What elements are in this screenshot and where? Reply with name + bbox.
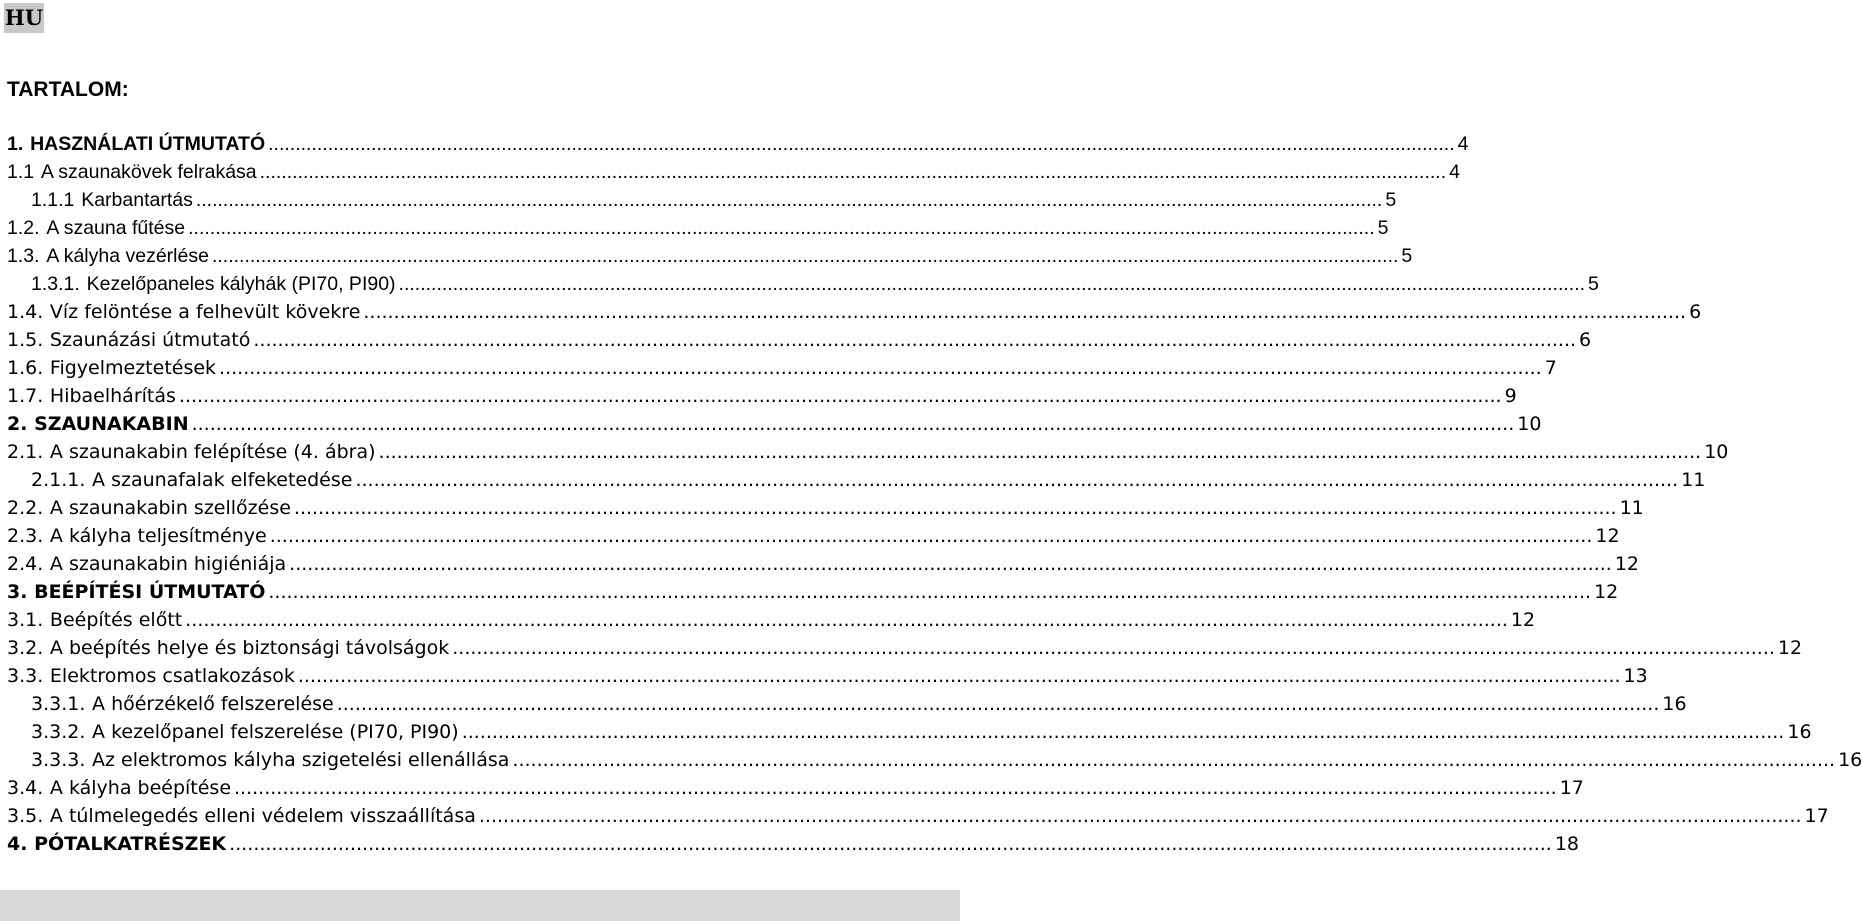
toc-entry-title: BEÉPÍTÉSI ÚTMUTATÓ	[34, 581, 266, 603]
toc-entry-title: A szaunakabin higiéniája	[49, 553, 287, 575]
toc-entry-page: 5	[1588, 273, 1599, 295]
toc-dot-leader: ...........................................................................................................................................................................................................................	[478, 805, 1802, 827]
toc-entry-title: Hibaelhárítás	[49, 385, 176, 407]
toc-entry-number: 1.7.	[7, 385, 44, 407]
toc-entry[interactable]	[7, 410, 1542, 438]
toc-entry[interactable]	[7, 382, 1517, 410]
toc-entry-number: 3.2.	[7, 637, 44, 659]
toc-entry-title: A beépítés helye és biztonsági távolságok	[49, 637, 450, 659]
toc-entry-page: 17	[1559, 777, 1584, 799]
toc-entry-number: 1.6.	[7, 357, 44, 379]
toc-entry[interactable]	[7, 662, 1648, 690]
toc-entry[interactable]	[7, 746, 1862, 774]
toc-entry[interactable]	[7, 634, 1803, 662]
toc-entry[interactable]	[7, 130, 1469, 158]
toc-entry[interactable]	[7, 438, 1729, 466]
toc-entry[interactable]	[7, 606, 1536, 634]
toc-dot-leader: ...........................................................................................................................................................................................................................	[452, 637, 1775, 659]
toc-entry-page: 16	[1787, 721, 1812, 743]
toc-entry-title: A szaunakabin felépítése (4. ábra)	[49, 441, 376, 463]
toc-entry-title: Szaunázási útmutató	[49, 329, 251, 351]
toc-dot-leader: ...........................................................................................................................................................................................................................	[185, 609, 1508, 631]
toc-entry-number: 3.1.	[7, 609, 44, 631]
toc-entry[interactable]	[7, 186, 1397, 214]
toc-entry-number: 1.1.1	[31, 189, 75, 211]
toc-entry[interactable]	[7, 550, 1640, 578]
toc-entry-title: HASZNÁLATI ÚTMUTATÓ	[30, 133, 266, 155]
toc-entry-number: 3.3.1.	[31, 693, 86, 715]
toc-entry-page: 18	[1554, 833, 1580, 855]
toc-dot-leader: ...........................................................................................................................................................................................................................	[188, 217, 1375, 239]
toc-entry[interactable]	[7, 830, 1580, 858]
toc-entry-page: 12	[1777, 637, 1803, 659]
toc-entry-title: A kezelőpanel felszerelése (PI70, PI90)	[92, 721, 459, 743]
toc-dot-leader: ...........................................................................................................................................................................................................................	[355, 469, 1679, 491]
toc-entry-title: A szaunakövek felrakása	[40, 161, 257, 183]
toc-entry-page: 9	[1504, 385, 1517, 407]
toc-entry-number: 2.	[7, 413, 28, 435]
toc-entry-number: 2.2.	[7, 497, 44, 519]
toc-entry-page: 10	[1704, 441, 1729, 463]
toc-entry-number: 3.4.	[7, 777, 44, 799]
toc-dot-leader: ...........................................................................................................................................................................................................................	[297, 665, 1621, 687]
toc-entry-page: 12	[1595, 525, 1620, 547]
toc-entry-page: 4	[1449, 161, 1460, 183]
toc-dot-leader: ...........................................................................................................................................................................................................................	[398, 273, 1586, 295]
toc-dot-leader: ...........................................................................................................................................................................................................................	[512, 749, 1836, 771]
toc-entry-number: 2.3.	[7, 525, 44, 547]
toc-entry-number: 3.3.	[7, 665, 44, 687]
toc-dot-leader: ...........................................................................................................................................................................................................................	[259, 161, 1447, 183]
toc-entry-page: 13	[1623, 665, 1648, 687]
toc-entry-title: Az elektromos kályha szigetelési ellenállása	[92, 749, 510, 771]
toc-dot-leader: ...........................................................................................................................................................................................................................	[178, 385, 1502, 407]
toc-entry-page: 12	[1594, 581, 1619, 603]
toc-entry-title: A kályha vezérlése	[46, 245, 209, 267]
toc-entry-number: 2.4.	[7, 553, 44, 575]
toc-dot-leader: ...........................................................................................................................................................................................................................	[195, 189, 1383, 211]
toc-entry-title: A kályha teljesítménye	[49, 525, 267, 547]
toc-entry-title: A kályha beépítése	[49, 777, 232, 799]
toc-entry[interactable]	[7, 270, 1599, 298]
toc-entry-title: Elektromos csatlakozások	[49, 665, 295, 687]
toc-entry-title: A szaunakabin szellőzése	[49, 497, 291, 519]
toc-dot-leader: ...........................................................................................................................................................................................................................	[268, 133, 1455, 155]
toc-entry-number: 1.2.	[7, 217, 40, 239]
toc-entry-number: 1.3.	[7, 245, 40, 267]
toc-entry-page: 5	[1377, 217, 1389, 239]
toc-dot-leader: ...........................................................................................................................................................................................................................	[191, 413, 1515, 435]
toc-entry-page: 6	[1579, 329, 1592, 351]
toc-dot-leader: ...........................................................................................................................................................................................................................	[219, 357, 1542, 379]
toc-entry-page: 11	[1619, 497, 1644, 519]
toc-dot-leader: ...........................................................................................................................................................................................................................	[336, 693, 1660, 715]
language-badge: HU	[4, 3, 44, 33]
toc-dot-leader: ...........................................................................................................................................................................................................................	[363, 301, 1687, 323]
toc-entry-page: 6	[1689, 301, 1702, 323]
toc-entry[interactable]	[7, 578, 1619, 606]
toc-dot-leader: ...........................................................................................................................................................................................................................	[289, 553, 1612, 575]
toc-entry[interactable]	[7, 466, 1706, 494]
toc-entry[interactable]	[7, 326, 1592, 354]
toc-entry-page: 12	[1510, 609, 1536, 631]
toc-entry[interactable]	[7, 242, 1413, 270]
toc-entry-title: Kezelőpaneles kályhák (PI70, PI90)	[86, 273, 396, 295]
toc-entry-number: 1.1	[7, 161, 35, 183]
toc-entry-title: Beépítés előtt	[49, 609, 183, 631]
toc-entry[interactable]	[7, 774, 1584, 802]
toc-dot-leader: ...........................................................................................................................................................................................................................	[253, 329, 1577, 351]
toc-dot-leader: ...........................................................................................................................................................................................................................	[461, 721, 1785, 743]
toc-dot-leader: ...........................................................................................................................................................................................................................	[269, 525, 1593, 547]
toc-entry-title: Figyelmeztetések	[49, 357, 217, 379]
toc-entry[interactable]	[7, 718, 1812, 746]
footer-bar	[0, 890, 960, 921]
toc-entry-page: 12	[1614, 553, 1640, 575]
toc-entry-title: A szaunafalak elfeketedése	[92, 469, 353, 491]
toc-title: TARTALOM:	[7, 78, 129, 101]
toc-dot-leader: ...........................................................................................................................................................................................................................	[378, 441, 1702, 463]
toc-entry-number: 2.1.1.	[31, 469, 86, 491]
toc-entry-number: 2.1.	[7, 441, 44, 463]
toc-entry-title: SZAUNAKABIN	[34, 413, 189, 435]
toc-entry-title: Víz felöntése a felhevült kövekre	[49, 301, 361, 323]
toc-entry[interactable]	[7, 522, 1620, 550]
toc-entry-page: 5	[1401, 245, 1413, 267]
toc-entry-page: 16	[1838, 749, 1862, 771]
toc-dot-leader: ...........................................................................................................................................................................................................................	[229, 833, 1552, 855]
toc-entry-number: 3.	[7, 581, 28, 603]
toc-entry[interactable]	[7, 354, 1557, 382]
toc-entry-title: Karbantartás	[81, 189, 193, 211]
toc-entry[interactable]	[7, 214, 1389, 242]
toc-entry[interactable]	[7, 802, 1829, 830]
toc-entry-title: PÓTALKATRÉSZEK	[34, 833, 227, 855]
toc-dot-leader: ...........................................................................................................................................................................................................................	[268, 581, 1592, 603]
toc-entry-number: 1.5.	[7, 329, 44, 351]
toc-entry-title: A hőérzékelő felszerelése	[92, 693, 334, 715]
toc-dot-leader: ...........................................................................................................................................................................................................................	[234, 777, 1557, 799]
toc-dot-leader: ...........................................................................................................................................................................................................................	[293, 497, 1617, 519]
toc-entry-page: 10	[1517, 413, 1542, 435]
toc-entry-number: 4.	[7, 833, 28, 855]
toc-entry-number: 1.3.1.	[31, 273, 80, 295]
toc-entry-number: 3.5.	[7, 805, 44, 827]
toc-dot-leader: ...........................................................................................................................................................................................................................	[211, 245, 1399, 267]
toc-entry-page: 7	[1544, 357, 1557, 379]
toc-entry-number: 1.	[7, 133, 24, 155]
toc-entry[interactable]	[7, 298, 1702, 326]
toc-entry[interactable]	[7, 494, 1644, 522]
toc-entry-page: 16	[1662, 693, 1687, 715]
toc-entry[interactable]	[7, 690, 1687, 718]
toc-entry-title: A túlmelegedés elleni védelem visszaállítása	[49, 805, 476, 827]
toc-entry[interactable]	[7, 158, 1460, 186]
toc-entry-number: 3.3.3.	[31, 749, 86, 771]
toc-entry-title: A szauna fűtése	[46, 217, 186, 239]
toc-entry-number: 3.3.2.	[31, 721, 86, 743]
toc-entry-page: 4	[1457, 133, 1469, 155]
toc-entry-number: 1.4.	[7, 301, 44, 323]
toc-entry-page: 5	[1385, 189, 1397, 211]
toc-entry-page: 11	[1681, 469, 1706, 491]
toc-entry-page: 17	[1804, 805, 1829, 827]
